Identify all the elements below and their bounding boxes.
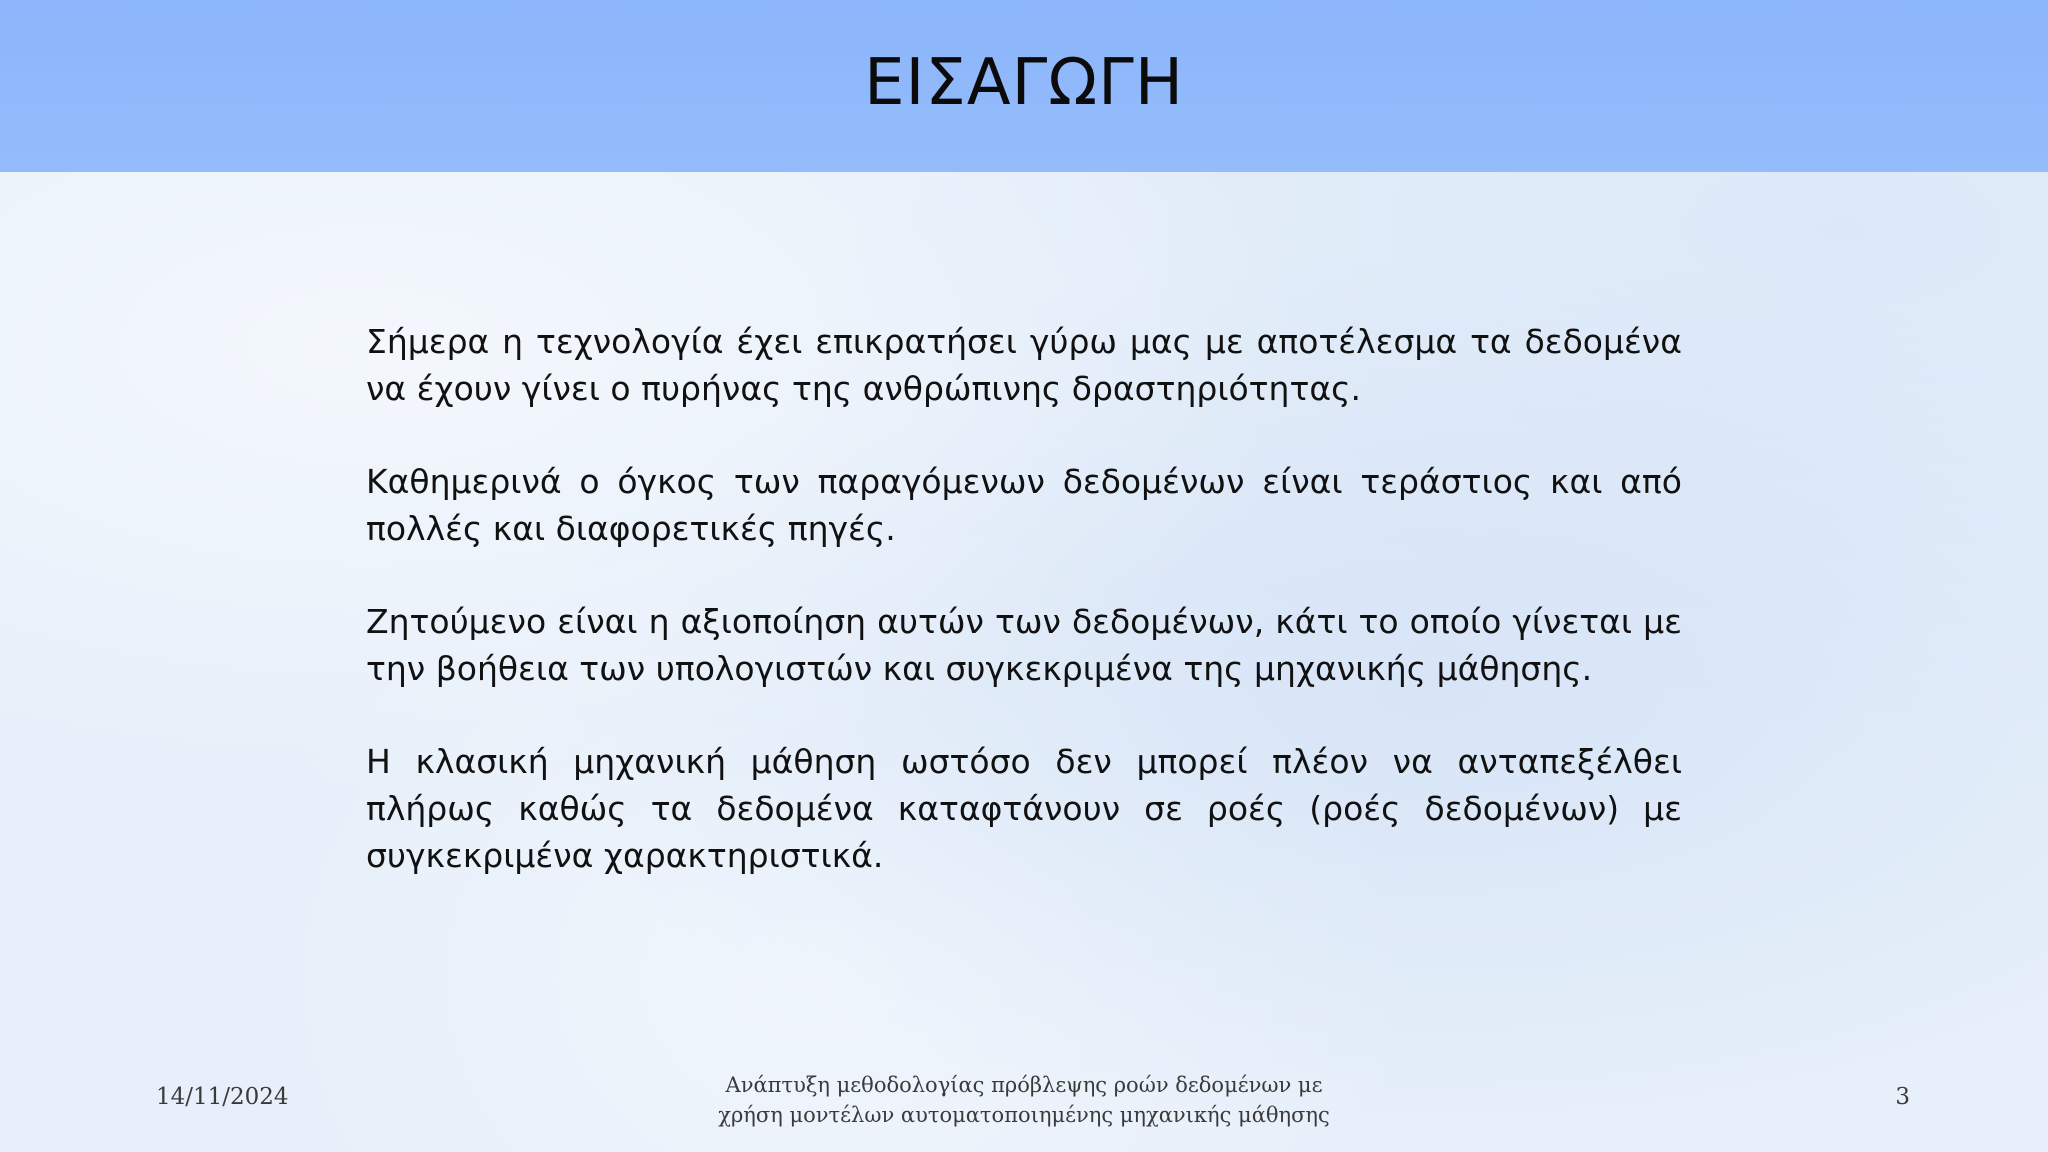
footer-date: 14/11/2024: [156, 1084, 289, 1110]
body-paragraph-2: Καθημερινά ο όγκος των παραγόμενων δεδομένων είναι τεράστιος και από πολλές και διαφορετικές πηγές.: [366, 462, 1682, 548]
body-paragraph-3: Ζητούμενο είναι η αξιοποίηση αυτών των δεδομένων, κάτι το οποίο γίνεται με την βοήθεια των υπολογιστών και συγκεκριμένα της μηχανικής μάθησης.: [366, 602, 1682, 688]
body-paragraph-4: Η κλασική μηχανική μάθηση ωστόσο δεν μπορεί πλέον να ανταπεξέλθει πλήρως καθώς τα δεδομένα καταφτάνουν σε ροές (ροές δεδομένων) με συγκεκριμένα χαρακτηριστικά.: [366, 742, 1682, 875]
title-bar: [0, 0, 2048, 172]
body-paragraph-1: Σήμερα η τεχνολογία έχει επικρατήσει γύρω μας με αποτέλεσμα τα δεδομένα να έχουν γίνει ο πυρήνας της ανθρώπινης δραστηριότητας.: [366, 322, 1682, 408]
footer-title-line-2: χρήση μοντέλων αυτοματοποιημένης μηχανικής μάθησης: [718, 1103, 1330, 1127]
slide-number: 3: [1895, 1084, 1910, 1110]
slide-title: ΕΙΣΑΓΩΓΗ: [864, 46, 1184, 120]
footer-title-line-1: Ανάπτυξη μεθοδολογίας πρόβλεψης ροών δεδομένων με: [725, 1073, 1323, 1097]
slide-body: [366, 318, 1682, 925]
footer-title: [624, 1070, 1424, 1130]
